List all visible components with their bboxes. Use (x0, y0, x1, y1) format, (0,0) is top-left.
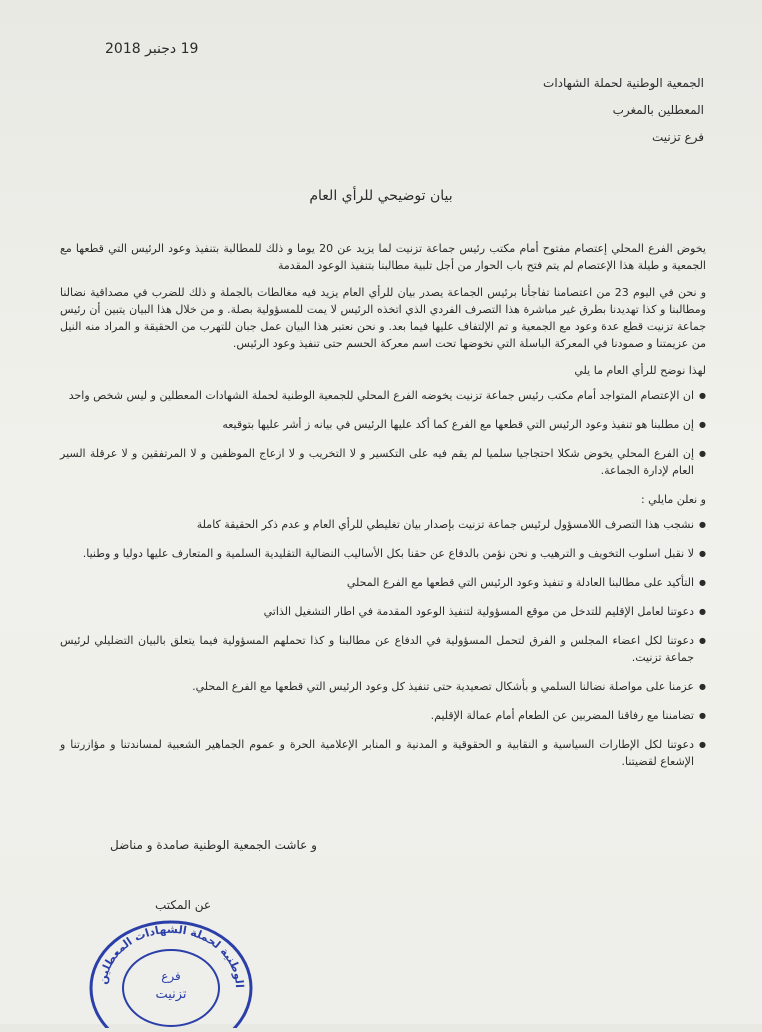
organization-header (543, 70, 704, 151)
declaration-item: ● لا نقبل اسلوب التخويف و الترهيب و نحن نؤمن بالدفاع عن حقنا بكل الأساليب النضالية التقليدية السلمية و المتعارف عليها دوليا و وطنيا. (60, 545, 706, 562)
organization-stamp (86, 918, 256, 1028)
intro-paragraph-2: و نحن في اليوم 23 من اعتصامنا تفاجأنا برئيس الجماعة يصدر بيان للرأي العام يزيد فيه مغالطات بالجملة و ذلك للضرب في مصداقية نضالنا ومطالبنا و كذا تهديدنا بطرق غير مباشرة هذا التصرف الفردي الذي اتخذه الرئيس لا يمت للمسؤولية بصلة. و من خلال هذا البيان يتبين أن رئيس جماعة تزنيت قطع عدة وعود مع الجمعية و تم الإلتفاف عليها فيما بعد. و نحن نعتبر هذا البيان عمل جبان للتهرب من الحقيقة و المراد منه النيل من عزيمتنا و صمودنا في المعركة الباسلة التي نخوضها تحت اسم معركة الحسم حتى تنفيذ وعود الرئيس. (60, 286, 707, 350)
declaration-item: ● التأكيد على مطالبنا العادلة و تنفيذ وعود الرئيس التي قطعها مع الفرع المحلي (60, 574, 706, 591)
declaration-item: ● نشجب هذا التصرف اللامسؤول لرئيس جماعة تزنيت بإصدار بيان تغليطي للرأي العام و عدم ذكر الحقيقة كاملة (60, 516, 706, 533)
declaration-item: ● تضامننا مع رفاقنا المضربين عن الطعام أمام عمالة الإقليم. (60, 707, 706, 724)
clarification-item: ● إن الفرع المحلي يخوض شكلا احتجاجيا سلميا لم يقم فيه على التكسير و لا التخريب و لا ازعاج الموظفين و لا المرتفقين و لا عرقلة السير العام لإدارة الجماعة. (60, 445, 706, 479)
clarification-lead: لهذا نوضح للرأي العام ما يلي (574, 364, 706, 377)
stamp-center-line-2: تزنيت (155, 987, 187, 1002)
stamp-ring-text: الوطنية لحملة الشهادات المعطلين (96, 922, 247, 989)
declaration-item: ● عزمنا على مواصلة نضالنا السلمي و بأشكال تصعيدية حتى تنفيذ كل وعود الرئيس التي قطعها مع الفرع المحلي. (60, 678, 706, 695)
closing-slogan: و عاشت الجمعية الوطنية صامدة و مناضل (110, 838, 317, 852)
declaration-lead: و نعلن مايلي : (640, 493, 706, 506)
declaration-item: ● دعوتنا لكل الإطارات السياسية و النقابية و الحقوقية و المدنية و المنابر الإعلامية الحرة و عموم الجماهير الشعبية لمساندتنا و مؤازرتنا و الإشعاع لقضيتنا. (60, 736, 706, 770)
org-name-line-2: المعطلين بالمغرب (612, 103, 704, 117)
stamp-center-line-1: فرع (161, 969, 181, 983)
org-branch-line: فرع تزنيت (651, 130, 704, 144)
clarification-list (60, 387, 706, 479)
declaration-item: ● دعوتنا لعامل الإقليم للتدخل من موقع المسؤولية لتنفيذ الوعود المقدمة في اطار التشغيل الذاتي (60, 603, 706, 620)
intro-paragraph-1: يخوض الفرع المحلي إعتصام مفتوح أمام مكتب رئيس جماعة تزنيت لما يزيد عن 20 يوما و ذلك للمطالبة بتنفيذ وعود الرئيس التي قطعها مع الجمعية و طيلة هذا الإعتصام لم يتم فتح باب الحوار من أجل تلبية مطالبنا بتنفيذ الوعود المقدمة (60, 242, 706, 272)
statement-body (60, 240, 706, 782)
signatory-label: عن المكتب (155, 898, 212, 912)
clarification-item: ● ان الإعتصام المتواجد أمام مكتب رئيس جماعة تزنيت يخوضه الفرع المحلي للجمعية الوطنية لحملة الشهادات المعطلين و ليس شخص واحد (60, 387, 706, 404)
declaration-item: ● دعوتنا لكل اعضاء المجلس و الفرق لتحمل المسؤولية في الدفاع عن مطالبنا و كذا تحملهم المسؤولية فيما يتعلق بالبيان التضليلي لرئيس جماعة تزنيت. (60, 632, 706, 666)
clarification-item: ● إن مطلبنا هو تنفيذ وعود الرئيس التي قطعها مع الفرع كما أكد عليها الرئيس في بيانه ز أشر عليها بتوقيعه (60, 416, 706, 433)
statement-title: بيان توضيحي للرأي العام (309, 188, 453, 204)
org-name-line-1: الجمعية الوطنية لحملة الشهادات (543, 76, 704, 90)
letter-date: 19 دجنبر 2018 (105, 41, 199, 57)
declaration-list (60, 516, 706, 770)
